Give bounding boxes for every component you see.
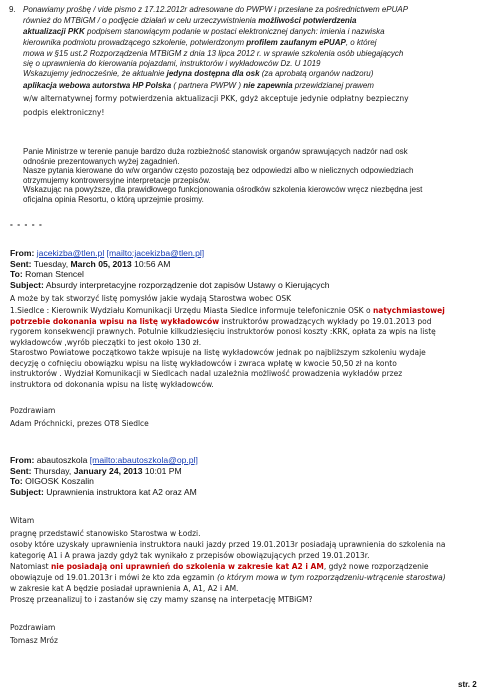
sender-mailto-link[interactable]: [mailto:jacekizba@tlen.pl] xyxy=(106,248,205,258)
from-line: From: abautoszkola [mailto:abautoszkola@op.pl] xyxy=(10,455,198,465)
body-line: obowiązuje od 19.01.2013r i mówi że kto zda egzamin (o którym mowa w tym rozporządzeniu-wtrącenie starostwa) xyxy=(10,573,446,582)
closing-line: Nasze pytania kierowane do w/w organów często pozostają bez odpowiedzi albo w nielicznych odpowiedziach xyxy=(23,166,414,175)
closing-line: oficjalna opinia Resortu, o którą uprzejmie prosimy. xyxy=(23,194,204,204)
item-number: 9. xyxy=(9,5,16,14)
subject-line: Subject: Uprawnienia instruktora kat A2 oraz AM xyxy=(10,486,197,497)
body-line: A może by tak stworzyć listę pomysłów jakie wydają Starostwa wobec OSK xyxy=(10,294,292,303)
closing-line: odnośnie prezentowanych wyżej zagadnień. xyxy=(23,156,180,166)
page-number: str. 2 xyxy=(458,680,477,689)
sent-line: Sent: Thursday, January 24, 2013 10:01 PM xyxy=(10,465,182,476)
body-line: kategorię A1 i A prawa jazdy gdyż tak wynikało z przepisów obowiązujących przed 19.01.2013r. xyxy=(10,551,370,560)
closing-line: Panie Ministrze w terenie panuje bardzo duża rozbieżność stanowisk organów sprawujących nadzór nad osk xyxy=(23,147,408,156)
body-line: w zakresie kat A będzie posiadał uprawnienia A, A1, A2 i AM. xyxy=(10,584,239,593)
body-line: decyzję o cofnięciu obowiązku wpisu na listę wykładowców i zwraca wpłatę w kwocie 50,50 zł na konto xyxy=(10,358,397,368)
sender-email-link[interactable]: jacekizba@tlen.pl xyxy=(36,248,105,258)
subject-line: Subject: Absurdy interpretacyjne rozporządzenie dot zapisów Ustawy o Kierujących xyxy=(10,279,330,290)
to-line: To: OIGOSK Koszalin xyxy=(10,476,94,486)
greeting: Witam xyxy=(10,516,35,525)
closing-line: otrzymujemy kontrowersyjne interpretacje przepisów. xyxy=(23,175,211,185)
body-line: instruktora od dokonania wpisu na listę wykładowców. xyxy=(10,379,214,389)
item-9-line: się o uprawnienia do kierowania pojazdami, instruktorów i wykładowców Dz. U 1019 xyxy=(23,59,321,68)
item-9-line: aplikacja webowa autorstwa HP Polska ( partnera PWPW ) nie zapewnia przewidzianej prawem xyxy=(23,81,374,90)
item-9-line: podpis elektroniczny! xyxy=(23,108,105,117)
item-9-line: Wskazujemy jednocześnie, że aktualnie jedyna dostępna dla osk (za aprobatą organów nadzoru) xyxy=(23,69,374,78)
closing-line: Wskazując na powyższe, dla prawidłowego funkcjonowania ośrodków szkolenia kierowców wręcz niezbędna jest xyxy=(23,185,423,194)
body-line: Starostwo Powiatowe początkowo także wpisuje na listę wykładowców jednak po najbliższym szkoleniu wydaje xyxy=(10,348,426,357)
item-9-line: aktualizacji PKK podpisem stanowiącym podanie w postaci elektronicznej danych: imienia i nazwiska xyxy=(23,27,385,36)
item-9-line: mowa w §15 ust.2 Rozporządzenia MTBiGM z dnia 13 lipca 2012 r. w sprawie szkolenia osób ubiegających xyxy=(23,49,404,58)
item-9-line: Ponawiamy prośbę / vide pismo z 17.12.2012r adresowane do PWPW i przesłane za pośrednictwem ePUAP xyxy=(23,5,409,14)
from-line: From: jacekizba@tlen.pl [mailto:jacekizba@tlen.pl] xyxy=(10,248,205,258)
body-line: instruktorów . Wydział Komunikacji w Siedlcach nadal uzależnia możliwość prowadzenia wykładów przez xyxy=(10,369,403,378)
document-page: 9. Ponawiamy prośbę / vide pismo z 17.12.2012r adresowane do PWPW i przesłane za pośrednictwem ePUAP również do MTBiGM / o podjęcie działań w celu urzeczywistnienia możliwości potwierdzenia aktualizacji PKK podpisem stanowiącym podanie w postaci elektronicznej danych: imienia i nazwiska kierownika podmiotu prowadzącego szkolenie, potwierdzonym profilem zaufanym ePUAP, o której mowa w §15 ust.2 Rozporządzenia MTBiGM z dnia 13 lipca 2012 r. w sprawie szkolenia osób ubiegających się o uprawnienia do kierowania pojazdami, instruktorów i wykładowców Dz. U 1019 Wskazujemy jednocześnie, że aktualnie jedyna dostępna dla osk (za aprobatą organów nadzoru) aplikacja webowa autorstwa HP Polska ( partnera PWPW ) nie zapewnia przewidzianej prawem w/w alternatywnej formy potwierdzenia aktualizacji PKK, gdyż akceptuje jedynie odpłatny bezpieczny podpis elektroniczny! Panie Ministrze w terenie panuje bardzo duża rozbieżność stanowisk organów sprawujących nadzór nad osk odnośnie prezentowanych wyżej zagadnień. Nasze pytania kierowane do w/w organów często pozostają bez odpowiedzi albo w nielicznych odpowiedziach otrzymujemy kontrowersyjne interpretacje przepisów. Wskazując na powyższe, dla prawidłowego funkcjonowania ośrodków szkolenia kierowców wręcz niezbędna jest oficjalna opinia Resortu, o którą uprzejmie prosimy. - - - - - From: jacekizba@tlen.pl [mailto:jacekizba@tlen.pl] Sent: Tuesday, March 05, 2013 10:56 AM To: Roman Stencel Subject: Absurdy interpretacyjne rozporządzenie dot zapisów Ustawy o Kierujących A może by tak stworzyć listę pomysłów jakie wydają Starostwa wobec OSK 1.Siedlce : Kierownik Wydziału Komunikacji Urzędu Miasta Siedlce informuje telefonicznie OSK o natychmiastowej potrzebie dokonania wpisu na listę wykładowców instruktorów prowadzących wykłady po 19.01.2013 pod rygorem konsekwencji prawnych. Potulnie kilkudziesięciu instruktorów ponosi koszty :KRK, opłata za wpis na listę wykładowców ,wyrób pieczątki to jest około 130 zł. Starostwo Powiatowe początkowo także wpisuje na listę wykładowców jednak po najbliższym szkoleniu wydaje decyzję o cofnięciu obowiązku wpisu na listę wykładowców i zwraca wpłatę w kwocie 50,50 zł na konto instruktorów . Wydział Komunikacji w Siedlcach nadal uzależnia możliwość prowadzenia wykładów przez instruktora od dokonania wpisu na listę wykładowców. Pozdrawiam Adam Próchnicki, prezes OT8 Siedlce From: abautoszkola [mailto:abautoszkola@op.pl] Sent: Thursday, January 24, 2013 10:01 PM To: OIGOSK Koszalin Subject: Uprawnienia instruktora kat A2 oraz AM Witam pragnę przedstawić stanowisko Starostwa w Łodzi. osoby które uzyskały uprawnienia instruktora nauki jazdy przed 19.01.2013r posiadają uprawnienia do szkolenia na kategorię A1 i A prawa jazdy gdyż tak wynikało z przepisów obowiązujących przed 19.01.2013r. Natomiast nie posiadają oni uprawnień do szkolenia w zakresie kat A2 i AM, gdyż nowe rozporządzenie obowiązuje od 19.01.2013r i mówi że kto zda egzamin (o którym mowa w tym rozporządzeniu-wtrącenie starostwa) w zakresie kat A będzie posiadał uprawnienia A, A1, A2 i AM. Proszę przeanalizuj to i zastanów się czy mamy szansę na interpetację MTBiGM? Pozdrawiam Tomasz Mróz str. 2 xyxy=(9,5,477,689)
body-line: pragnę przedstawić stanowisko Starostwa w Łodzi. xyxy=(10,529,201,538)
item-9-line: również do MTBiGM / o podjęcie działań w celu urzeczywistnienia możliwości potwierdzenia xyxy=(23,16,357,25)
body-line: wykładowców ,wyrób pieczątki to jest około 130 zł. xyxy=(10,337,202,347)
body-line: rygorem konsekwencji prawnych. Potulnie kilkudziesięciu instruktorów ponosi koszty :KRK, opłata za wpis na listę xyxy=(10,327,436,336)
to-line: To: Roman Stencel xyxy=(10,269,84,279)
sent-line: Sent: Tuesday, March 05, 2013 10:56 AM xyxy=(10,258,171,269)
body-line: osoby które uzyskały uprawnienia instruktora nauki jazdy przed 19.01.2013r posiadają uprawnienia do szkolenia na xyxy=(10,540,446,549)
body-line: Proszę przeanalizuj to i zastanów się czy mamy szansę na interpetację MTBiGM? xyxy=(10,595,313,604)
sender-mailto-link[interactable]: [mailto:abautoszkola@op.pl] xyxy=(89,455,198,465)
regards: Pozdrawiam xyxy=(10,623,56,632)
regards: Pozdrawiam xyxy=(10,406,56,415)
body-line: Natomiast nie posiadają oni uprawnień do szkolenia w zakresie kat A2 i AM, gdyż nowe rozporządzenie xyxy=(10,562,429,571)
signature: Adam Próchnicki, prezes OT8 Siedlce xyxy=(10,419,149,428)
signature: Tomasz Mróz xyxy=(10,636,58,645)
body-line: 1.Siedlce : Kierownik Wydziału Komunikacji Urzędu Miasta Siedlce informuje telefonicznie OSK o natychmiastowej xyxy=(10,306,445,315)
body-line: potrzebie dokonania wpisu na listę wykładowców instruktorów prowadzących wykłady po 19.01.2013 pod xyxy=(10,316,432,326)
item-9-line: w/w alternatywnej formy potwierdzenia aktualizacji PKK, gdyż akceptuje jedynie odpłatny bezpieczny xyxy=(23,94,409,103)
item-9-line: kierownika podmiotu prowadzącego szkolenie, potwierdzonym profilem zaufanym ePUAP, o której xyxy=(23,38,377,47)
